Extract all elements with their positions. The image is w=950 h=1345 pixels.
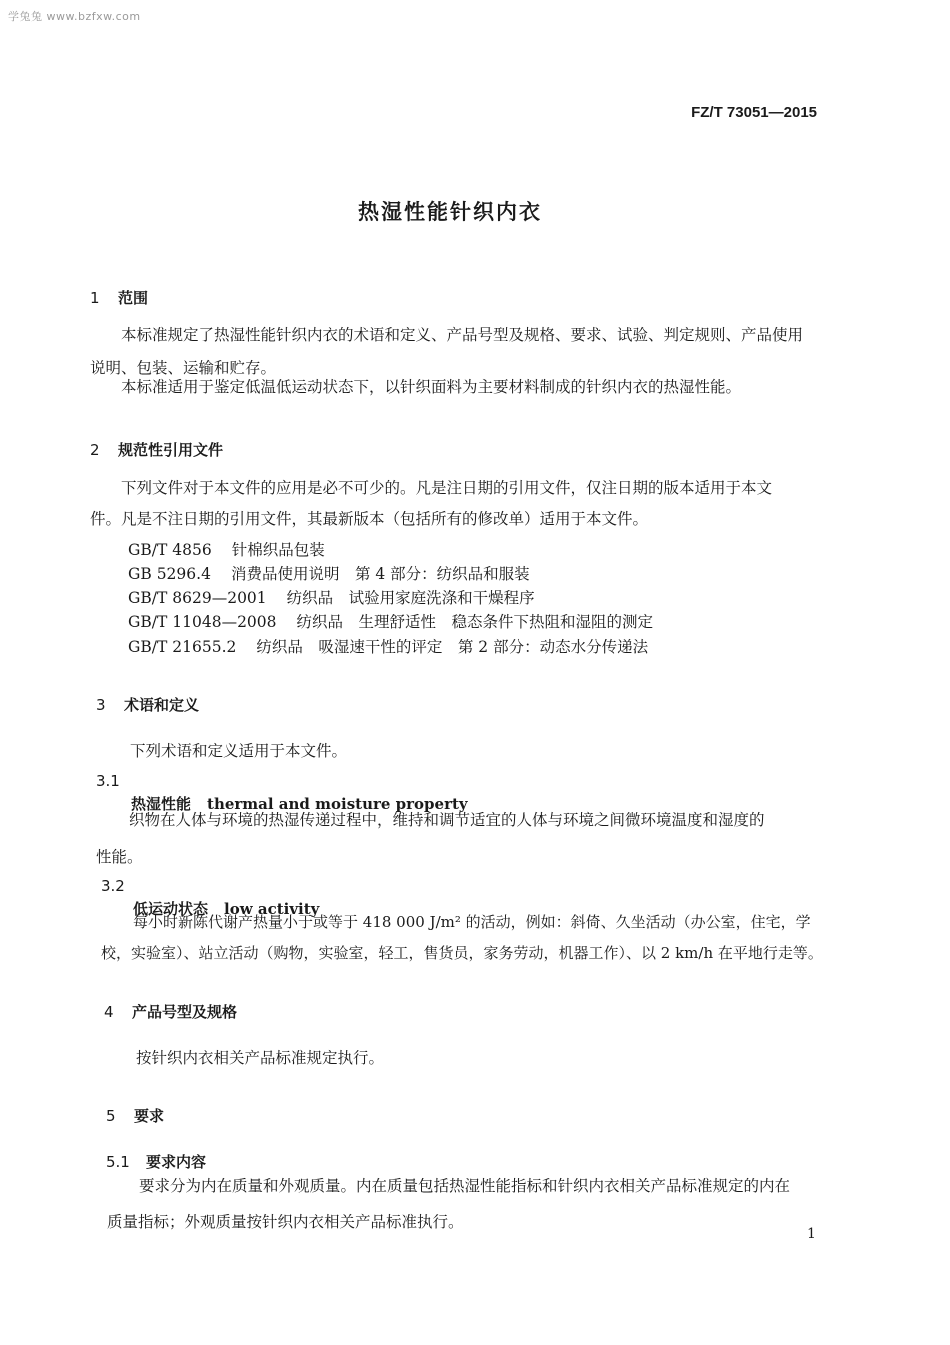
section-number: 4	[104, 1003, 114, 1021]
section-number: 5	[106, 1107, 116, 1125]
standard-code: FZ/T 73051—2015	[691, 104, 817, 121]
paragraph-line: 按针织内衣相关产品标准规定执行。	[136, 1049, 385, 1067]
term-zh: 低运动状态	[133, 900, 209, 918]
section-4-heading	[104, 1003, 237, 1021]
paragraph-line: 本标准适用于鉴定低温低运动状态下，以针织面料为主要材料制成的针织内衣的热湿性能。	[121, 378, 742, 396]
term-en: thermal and moisture property	[207, 795, 468, 813]
paragraph-line: 要求分为内在质量和外观质量。内在质量包括热湿性能指标和针织内衣相关产品标准规定的内在	[139, 1177, 791, 1195]
reference-title: 纺织品 吸湿速干性的评定 第 2 部分：动态水分传递法	[256, 638, 649, 656]
reference-item	[128, 613, 653, 632]
term-zh: 热湿性能	[131, 795, 192, 813]
section-title: 规范性引用文件	[118, 441, 224, 459]
section-3-heading	[96, 696, 199, 714]
paragraph-line: 性能。	[96, 848, 143, 866]
section-title: 术语和定义	[124, 696, 200, 714]
reference-item	[128, 565, 530, 584]
term-number: 3.2	[101, 877, 125, 895]
section-title: 要求	[134, 1107, 165, 1125]
reference-code: GB/T 21655.2	[128, 638, 237, 656]
subsection-5-1-heading	[106, 1153, 206, 1171]
reference-item	[128, 541, 325, 560]
reference-code: GB/T 8629—2001	[128, 589, 267, 607]
section-number: 3	[96, 696, 106, 714]
page-number: 1	[807, 1226, 816, 1242]
watermark: 学兔兔 www.bzfxw.com	[8, 10, 141, 23]
term-number: 3.1	[96, 772, 120, 790]
section-2-heading	[90, 441, 223, 459]
reference-code: GB/T 11048—2008	[128, 613, 277, 631]
paragraph-line: 本标准规定了热湿性能针织内衣的术语和定义、产品号型及规格、要求、试验、判定规则、产品使用	[121, 326, 804, 344]
reference-item	[128, 589, 535, 608]
subsection-title: 要求内容	[146, 1153, 207, 1171]
section-number: 2	[90, 441, 100, 459]
reference-title: 针棉织品包装	[231, 541, 325, 559]
document-title: 热湿性能针织内衣	[358, 200, 542, 224]
section-1-heading	[90, 289, 148, 307]
reference-title: 纺织品 生理舒适性 稳态条件下热阻和湿阻的测定	[296, 613, 654, 631]
paragraph-line: 下列文件对于本文件的应用是必不可少的。凡是注日期的引用文件，仅注日期的版本适用于本文	[121, 479, 773, 497]
subsection-number: 5.1	[106, 1153, 130, 1171]
paragraph-line: 件。凡是不注日期的引用文件，其最新版本（包括所有的修改单）适用于本文件。	[90, 510, 649, 528]
reference-item	[128, 638, 648, 657]
paragraph-line: 说明、包装、运输和贮存。	[90, 359, 277, 377]
reference-code: GB/T 4856	[128, 541, 212, 559]
term-en: low activity	[224, 900, 320, 918]
section-title: 产品号型及规格	[132, 1003, 238, 1021]
paragraph-line: 织物在人体与环境的热湿传递过程中，维持和调节适宜的人体与环境之间微环境温度和湿度的	[129, 811, 765, 829]
reference-code: GB 5296.4	[128, 565, 211, 583]
paragraph-line: 下列术语和定义适用于本文件。	[130, 742, 348, 760]
section-title: 范围	[118, 289, 149, 307]
section-5-heading	[106, 1107, 164, 1125]
reference-title: 消费品使用说明 第 4 部分：纺织品和服装	[230, 565, 530, 583]
reference-title: 纺织品 试验用家庭洗涤和干燥程序	[286, 589, 535, 607]
paragraph-line: 质量指标；外观质量按针织内衣相关产品标准执行。	[107, 1213, 464, 1231]
paragraph-line: 每小时新陈代谢产热量小于或等于 418 000 J/m² 的活动，例如：斜倚、久坐活动（办公室，住宅，学	[133, 913, 811, 931]
section-number: 1	[90, 289, 100, 307]
paragraph-line: 校，实验室）、站立活动（购物，实验室，轻工，售货员，家务劳动，机器工作）、以 2 km/h 在平地行走等。	[101, 944, 823, 962]
